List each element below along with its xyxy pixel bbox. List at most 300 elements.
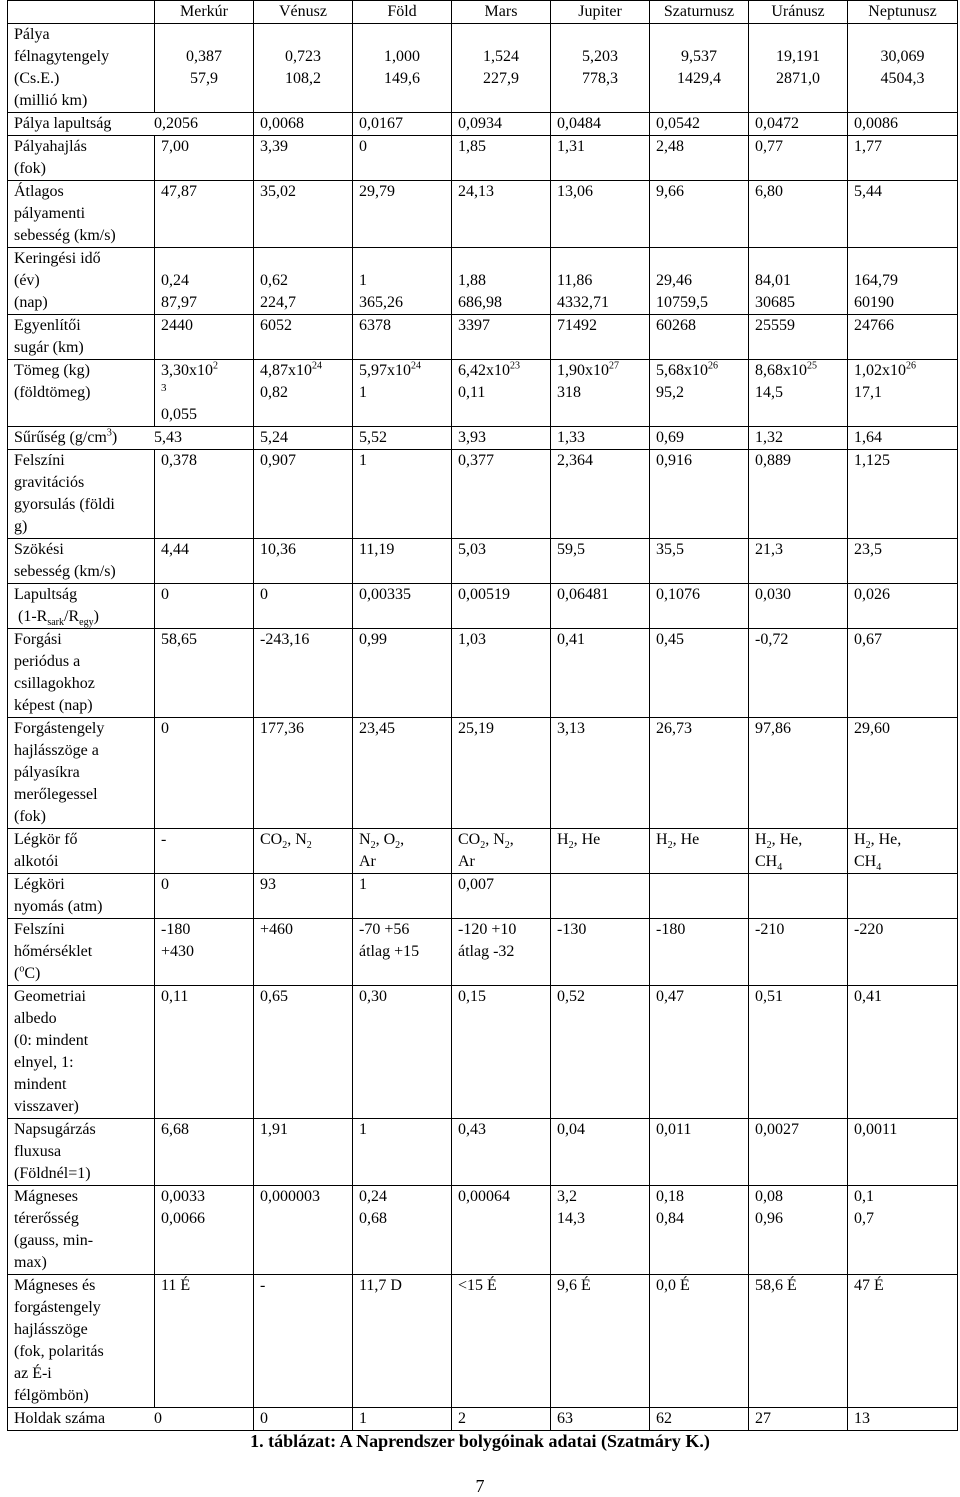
value-cell: 0,030 (749, 584, 848, 629)
value-line: 1,524 (483, 48, 519, 65)
label-line: Légköri (14, 876, 65, 893)
formula-part: , N (485, 831, 505, 848)
value-cell: 0,0542 (650, 113, 749, 136)
value-cell: - (155, 829, 254, 874)
row-label (8, 874, 155, 919)
label-line: Holdak száma (14, 1410, 106, 1427)
label-line (14, 427, 154, 449)
value-line (359, 829, 445, 851)
row-label (8, 584, 155, 629)
value-cell: 0,0167 (353, 113, 452, 136)
value-line (755, 360, 841, 382)
value-cell: 0,026 (848, 584, 958, 629)
value-line: 0,000003 (260, 1188, 320, 1205)
value-line: 60190 (854, 294, 894, 311)
row-label (8, 248, 155, 315)
value-line: 0,24 (359, 1188, 387, 1205)
label-text: ) (93, 608, 99, 625)
value-line: -70 +56 (359, 921, 410, 938)
value-cell: 5,44 (848, 181, 958, 248)
label-line: félgömbön) (14, 1387, 89, 1404)
value-line: 1,88 (458, 272, 486, 289)
value-cell (749, 1186, 848, 1275)
value-cell: 1,77 (848, 136, 958, 181)
value-line: -130 (557, 921, 587, 938)
formula-sub: 2 (480, 840, 486, 852)
planet-data-table (7, 0, 958, 1431)
value-cell: 0,2056 (154, 115, 198, 132)
label-line: (földtömeg) (14, 384, 91, 401)
formula-part: , He (573, 831, 601, 848)
formula-sub: 2 (766, 840, 772, 852)
value-line (755, 829, 841, 851)
value-line: 57,9 (190, 70, 218, 87)
value-cell (848, 919, 958, 986)
row-label (8, 986, 155, 1119)
value-cell: -243,16 (254, 629, 353, 718)
row-flattening (8, 584, 958, 629)
mass-exponent: 27 (609, 360, 619, 372)
formula-sub: 2 (395, 840, 401, 852)
value-cell: 0,11 (155, 986, 254, 1119)
value-line: 19,191 (776, 48, 820, 65)
mass-mantissa: 1,90x10 (557, 362, 609, 379)
value-cell: 0,65 (254, 986, 353, 1119)
formula-part: CH (854, 853, 877, 870)
value-cell: 1,125 (848, 450, 958, 539)
label-line: Lapultság (14, 586, 78, 603)
value-line: 14,3 (557, 1210, 585, 1227)
value-cell (353, 360, 452, 427)
row-pressure (8, 874, 958, 919)
label-line: Pálya lapultság (14, 115, 112, 132)
value-cell: 0,99 (353, 629, 452, 718)
value-cell: 21,3 (749, 539, 848, 584)
mass-exponent: 23 (510, 360, 520, 372)
value-line: 84,01 (755, 272, 791, 289)
value-line: Ar (359, 853, 376, 870)
value-cell (749, 360, 848, 427)
formula-sub: 2 (370, 840, 376, 852)
formula-part: CO (260, 831, 283, 848)
value-line: 4504,3 (880, 70, 925, 87)
label-line: (nap) (14, 294, 48, 311)
value-cell (452, 24, 551, 113)
label-line: (év) (14, 272, 40, 289)
label-line: (fok) (14, 160, 46, 177)
value-line: 0,387 (186, 48, 222, 65)
row-label (8, 360, 155, 427)
row-temperature (8, 919, 958, 986)
value-line: 0,82 (260, 384, 288, 401)
header-cell: Vénusz (254, 1, 353, 24)
label-sup: 3 (106, 427, 112, 439)
value-line: 686,98 (458, 294, 502, 311)
value-line: átlag +15 (359, 943, 420, 960)
value-line: 164,79 (854, 272, 898, 289)
value-line: -180 (161, 921, 191, 938)
value-cell (155, 248, 254, 315)
value-cell (551, 874, 650, 919)
value-line: 5,203 (582, 48, 618, 65)
label-line: fluxusa (14, 1143, 62, 1160)
value-cell: 0,0 É (650, 1275, 749, 1408)
value-cell (749, 874, 848, 919)
value-cell (353, 248, 452, 315)
label-line: forgástengely (14, 1299, 101, 1316)
header-cell: Jupiter (551, 1, 650, 24)
label-line: sebesség (km/s) (14, 563, 116, 580)
value-line: 0,68 (359, 1210, 387, 1227)
mass-mantissa: 4,87x10 (260, 362, 312, 379)
label-text: ( (14, 965, 20, 982)
value-line: 0,11 (458, 384, 486, 401)
value-cell: 11,7 D (353, 1275, 452, 1408)
header-row (8, 1, 958, 24)
value-cell (650, 919, 749, 986)
value-cell: 0,907 (254, 450, 353, 539)
value-line (458, 829, 544, 851)
value-cell: 13,06 (551, 181, 650, 248)
value-cell: 0,00519 (452, 584, 551, 629)
mass-exponent: 26 (906, 360, 916, 372)
row-inclination (8, 136, 958, 181)
row-label (8, 1275, 155, 1408)
value-line: 0,84 (656, 1210, 684, 1227)
header-cell: Mars (452, 1, 551, 24)
value-cell (353, 919, 452, 986)
formula-part: H (755, 831, 767, 848)
label-line: Tömeg (kg) (14, 362, 90, 379)
value-cell: -0,72 (749, 629, 848, 718)
mass-mantissa: 5,68x10 (656, 362, 708, 379)
value-cell: 0,0068 (254, 113, 353, 136)
value-cell: 25559 (749, 315, 848, 360)
value-cell: 0,51 (749, 986, 848, 1119)
value-cell: 0,30 (353, 986, 452, 1119)
formula-sub: 4 (777, 862, 783, 874)
value-cell: 0 (254, 584, 353, 629)
value-cell: 0,69 (650, 427, 749, 450)
row-magnetic-tilt (8, 1275, 958, 1408)
row-label (8, 829, 155, 874)
value-line: 29,46 (656, 272, 692, 289)
formula-part: H (557, 831, 569, 848)
value-cell: 1,03 (452, 629, 551, 718)
value-line: -180 (656, 921, 686, 938)
value-cell: 0,011 (650, 1119, 749, 1186)
row-albedo (8, 986, 958, 1119)
value-cell (848, 1186, 958, 1275)
value-line: 30685 (755, 294, 795, 311)
value-cell: 11,19 (353, 539, 452, 584)
value-cell: 10,36 (254, 539, 353, 584)
value-cell (155, 1186, 254, 1275)
label-line: pályasíkra (14, 764, 80, 781)
label-line: Forgástengely (14, 720, 105, 737)
label-line: Pályahajlás (14, 138, 87, 155)
value-line (260, 360, 346, 382)
value-line: 0,96 (755, 1210, 783, 1227)
value-cell (848, 248, 958, 315)
value-cell: 23,5 (848, 539, 958, 584)
label-line: hőmérséklet (14, 943, 93, 960)
value-line: 10759,5 (656, 294, 708, 311)
value-line: -220 (854, 921, 884, 938)
value-line: 87,97 (161, 294, 197, 311)
value-cell: 13 (848, 1408, 958, 1431)
value-line: 0,723 (285, 48, 321, 65)
value-cell: 9,6 É (551, 1275, 650, 1408)
formula-sub: 2 (568, 840, 574, 852)
value-cell (650, 248, 749, 315)
value-line: 778,3 (582, 70, 618, 87)
label-line: Felszíni (14, 921, 65, 938)
value-cell: 5,52 (353, 427, 452, 450)
value-cell: 97,86 (749, 718, 848, 829)
value-cell (254, 919, 353, 986)
value-cell (650, 874, 749, 919)
value-cell: 7,00 (155, 136, 254, 181)
label-line: térerősség (14, 1210, 79, 1227)
value-line: 14,5 (755, 384, 783, 401)
value-cell: 25,19 (452, 718, 551, 829)
value-cell: 1,33 (551, 427, 650, 450)
row-label (8, 181, 155, 248)
label-line: alkotói (14, 853, 59, 870)
row-orbital-speed (8, 181, 958, 248)
label-sub: egy (79, 617, 94, 629)
value-cell (452, 360, 551, 427)
value-line: 0,00064 (458, 1188, 510, 1205)
row-surface-gravity (8, 450, 958, 539)
value-line: 0,055 (161, 406, 197, 423)
value-cell (848, 829, 958, 874)
value-cell: 3,93 (452, 427, 551, 450)
formula-part: CH (755, 853, 778, 870)
value-cell: 0 (254, 1408, 353, 1431)
value-cell (650, 360, 749, 427)
value-cell: 0,41 (848, 986, 958, 1119)
row-eccentricity (8, 113, 958, 136)
value-cell: 60268 (650, 315, 749, 360)
label-line: nyomás (atm) (14, 898, 103, 915)
label-line: sebesség (km/s) (14, 227, 116, 244)
label-text: ) (111, 429, 118, 446)
mass-mantissa: 3,30x10 (161, 362, 213, 379)
value-line (359, 360, 445, 382)
formula-part: , O (375, 831, 396, 848)
value-cell (353, 1186, 452, 1275)
value-cell: 0,15 (452, 986, 551, 1119)
header-cell: Uránusz (749, 1, 848, 24)
label-line: hajlásszöge a (14, 742, 99, 759)
value-cell: 9,66 (650, 181, 749, 248)
row-label (8, 113, 254, 136)
value-cell: 93 (254, 874, 353, 919)
value-cell (254, 24, 353, 113)
value-cell (353, 829, 452, 874)
value-cell: 0,889 (749, 450, 848, 539)
value-cell: 47 É (848, 1275, 958, 1408)
value-cell (254, 1186, 353, 1275)
value-cell: 0,916 (650, 450, 749, 539)
row-label (8, 1408, 254, 1431)
value-cell: 62 (650, 1408, 749, 1431)
value-line (755, 851, 841, 873)
value-cell: 63 (551, 1408, 650, 1431)
row-label (8, 1186, 155, 1275)
value-line (161, 360, 247, 382)
value-cell: 1,31 (551, 136, 650, 181)
value-cell: 29,60 (848, 718, 958, 829)
value-line: 224,7 (260, 294, 296, 311)
value-cell (749, 919, 848, 986)
label-line: max) (14, 1254, 47, 1271)
row-rotation-period (8, 629, 958, 718)
label-line: elnyel, 1: (14, 1054, 74, 1071)
value-line: 0,18 (656, 1188, 684, 1205)
value-cell: 1 (353, 1408, 452, 1431)
value-cell: 58,6 É (749, 1275, 848, 1408)
value-cell: 3,13 (551, 718, 650, 829)
value-line: Ar (458, 853, 475, 870)
label-line: pályamenti (14, 205, 86, 222)
value-cell: 0,04 (551, 1119, 650, 1186)
value-line: átlag -32 (458, 943, 515, 960)
value-cell: 27 (749, 1408, 848, 1431)
value-cell: 3,39 (254, 136, 353, 181)
value-line: 11,86 (557, 272, 593, 289)
value-cell (848, 874, 958, 919)
formula-part: , He, (771, 831, 803, 848)
value-line: 0,62 (260, 272, 288, 289)
row-escape-velocity (8, 539, 958, 584)
value-cell: 0,1076 (650, 584, 749, 629)
value-cell: 0,0472 (749, 113, 848, 136)
value-cell: 24766 (848, 315, 958, 360)
header-cell: Szaturnusz (650, 1, 749, 24)
value-cell (650, 24, 749, 113)
value-cell: 1 (353, 450, 452, 539)
value-line: 30,069 (880, 48, 925, 65)
header-empty-cell (8, 1, 155, 24)
value-cell: - (254, 1275, 353, 1408)
value-cell: 11 É (155, 1275, 254, 1408)
value-line (557, 360, 643, 382)
formula-part: H (854, 831, 866, 848)
value-cell (551, 1186, 650, 1275)
label-line: Forgási (14, 631, 62, 648)
value-cell: 24,13 (452, 181, 551, 248)
value-cell: 2,364 (551, 450, 650, 539)
value-cell (551, 248, 650, 315)
row-mass (8, 360, 958, 427)
formula-part: , (400, 831, 405, 848)
value-line: -120 +10 (458, 921, 517, 938)
label-line: csillagokhoz (14, 675, 95, 692)
row-equatorial-radius (8, 315, 958, 360)
value-line: 17,1 (854, 384, 882, 401)
row-atmosphere (8, 829, 958, 874)
value-cell: 59,5 (551, 539, 650, 584)
row-axial-tilt (8, 718, 958, 829)
label-line: Napsugárzás (14, 1121, 96, 1138)
row-label (8, 450, 155, 539)
table-caption: 1. táblázat: A Naprendszer bolygóinak adatai (Szatmáry K.) (250, 1431, 710, 1451)
row-magnetic-field (8, 1186, 958, 1275)
label-sup: o (19, 963, 25, 975)
value-cell: 5,43 (154, 429, 182, 446)
value-cell: 71492 (551, 315, 650, 360)
value-line: 1,000 (384, 48, 420, 65)
value-cell: 0 (154, 1410, 162, 1427)
value-line: 318 (557, 384, 581, 401)
mass-exponent: 25 (807, 360, 817, 372)
value-cell: 0,43 (452, 1119, 551, 1186)
value-cell (155, 360, 254, 427)
formula-sub: 2 (282, 840, 288, 852)
label-text: /R (64, 608, 80, 625)
formula-part: H (656, 831, 668, 848)
value-cell (254, 248, 353, 315)
label-line: Egyenlítői (14, 317, 81, 334)
value-cell: 3397 (452, 315, 551, 360)
value-line: 4332,71 (557, 294, 609, 311)
value-cell: 177,36 (254, 718, 353, 829)
value-cell: 6378 (353, 315, 452, 360)
label-line (14, 606, 148, 628)
value-cell: 58,65 (155, 629, 254, 718)
value-cell (749, 829, 848, 874)
value-cell: 2440 (155, 315, 254, 360)
value-cell: 4,44 (155, 539, 254, 584)
value-cell: 0,67 (848, 629, 958, 718)
value-line: +430 (161, 943, 195, 960)
row-semimajor-axis (8, 24, 958, 113)
value-cell (155, 919, 254, 986)
row-label (8, 629, 155, 718)
value-line: 227,9 (483, 70, 519, 87)
row-label (8, 1119, 155, 1186)
document-page (7, 0, 957, 1431)
value-cell: 0 (155, 874, 254, 919)
label-line: albedo (14, 1010, 57, 1027)
page-number: 7 (475, 1476, 485, 1496)
value-cell: 5,03 (452, 539, 551, 584)
value-line: 0,0066 (161, 1210, 205, 1227)
value-cell (551, 829, 650, 874)
value-cell: 0,77 (749, 136, 848, 181)
label-line: félnagytengely (14, 48, 110, 65)
value-cell: 0 (155, 584, 254, 629)
value-cell (353, 24, 452, 113)
value-cell: 0,007 (452, 874, 551, 919)
value-cell: 35,5 (650, 539, 749, 584)
mass-exponent: 24 (312, 360, 322, 372)
value-line: 0,08 (755, 1188, 783, 1205)
row-label (8, 315, 155, 360)
label-line: Felszíni (14, 452, 65, 469)
row-label (8, 718, 155, 829)
value-line: 3,2 (557, 1188, 577, 1205)
label-line: g) (14, 518, 28, 535)
value-cell: 0,52 (551, 986, 650, 1119)
label-sub: sark (47, 617, 64, 629)
header-cell: Föld (353, 1, 452, 24)
value-cell (650, 1186, 749, 1275)
label-line: Pálya (14, 26, 50, 43)
